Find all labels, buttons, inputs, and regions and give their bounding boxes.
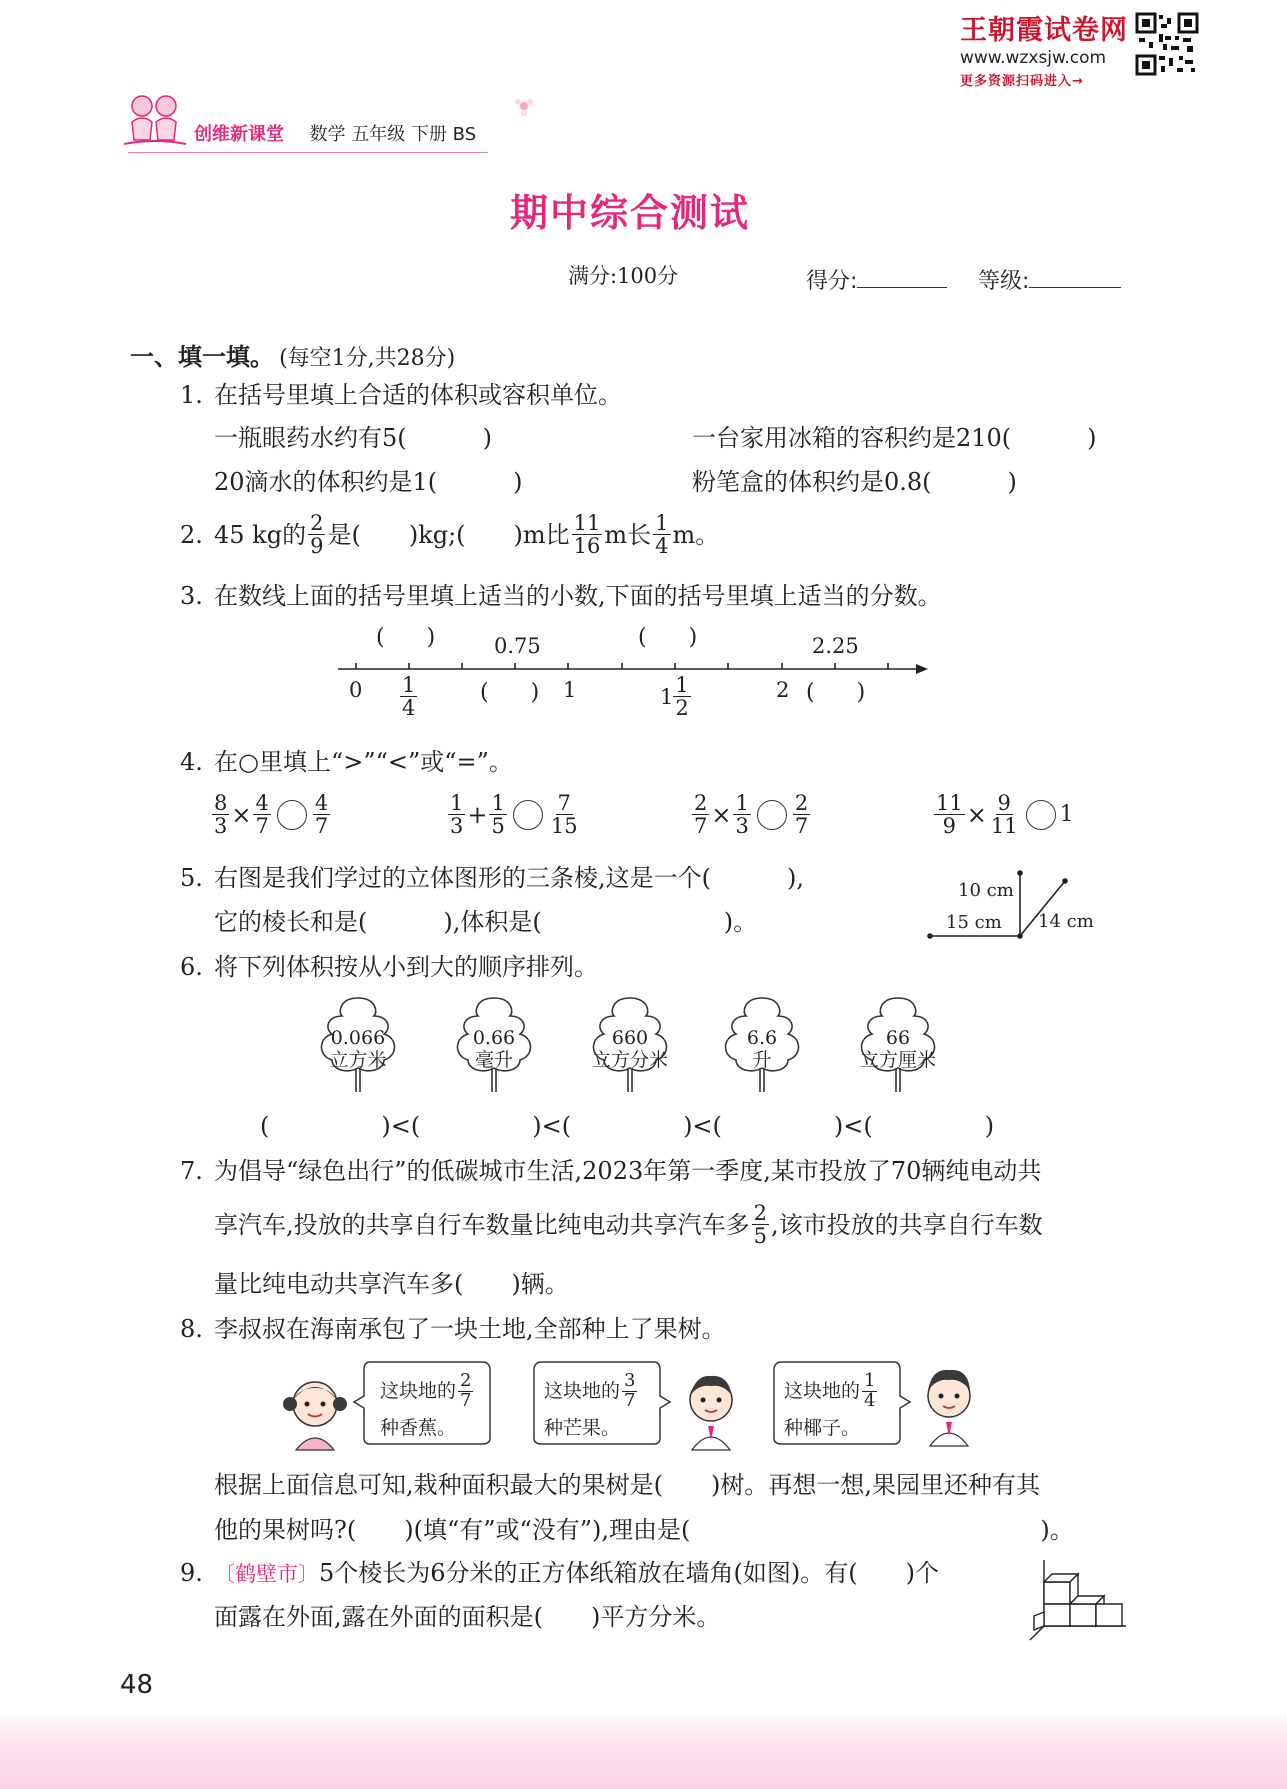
q2-text-2: 是( [327,520,361,549]
q9-num: 9. [180,1559,203,1587]
q6-text: 将下列体积按从小到大的顺序排列。 [214,953,598,981]
q9-line-2[interactable]: 面露在外面,露在外面的面积是( )平方分米。 [214,1603,721,1631]
score-label: 得分: [806,269,858,294]
full-score: 满分:100分 [568,264,679,288]
q2-fraction-2: $\frac{11}{16}$ [573,511,601,559]
q9-region-tag: 〔鹤壁市〕 [214,1562,319,1586]
series-volume: 下册 [410,124,447,145]
q2-num: 2. [180,520,203,549]
q4-expr-3[interactable]: $\frac{2}{7}$ × $\frac{1}{3}$ $\frac{2}{7}$ [694,791,809,839]
tree-card [714,994,810,1094]
series-subject: 数学 [309,124,346,145]
q8-num: 8. [180,1315,203,1343]
q3-num: 3. [180,582,203,610]
tree-unit: 升 [752,1048,772,1071]
edge-label-10: 10 cm [958,880,1014,901]
tree-value: 0.066 [330,1027,386,1049]
edge-label-14: 14 cm [1038,911,1094,932]
q1-text: 在括号里填上合适的体积或容积单位。 [214,381,622,409]
q1-item-a[interactable] [214,426,492,450]
brand-scan-hint: 更多资源扫码进入→ [960,74,1084,89]
q2-text-4: )m比 [513,520,570,549]
nl-bottom-frac-1-4: $\frac{1}{4}$ [402,673,416,721]
nl-bottom-label-1: 1 [563,678,577,702]
q8-answer-line-1[interactable]: 根据上面信息可知,栽种面积最大的果树是( )树。再想一想,果园里还种有其 [214,1471,1040,1499]
cuboid-edges-figure [920,866,1100,946]
nl-bottom-label-2: 2 [776,678,790,702]
q4-prompt [180,750,513,774]
q5-line-2[interactable]: 它的棱长和是( ),体积是( )。 [214,908,758,936]
q9-line-1[interactable]: 9. 〔鹤壁市〕5个棱长为6分米的正方体纸箱放在墙角(如图)。有( )个 [180,1559,940,1587]
grade-label: 等级: [978,269,1030,294]
nl-top-label-2: 2.25 [812,634,859,658]
q4-text: 在○里填上“>”“<”或“=”。 [214,748,513,776]
q1-item-a-text: 一瓶眼药水约有5( [214,424,407,452]
tree-unit: 立方厘米 [859,1048,936,1071]
q2-fraction-1: $\frac{2}{9}$ [310,511,324,559]
q3-text: 在数线上面的括号里填上适当的小数,下面的括号里填上适当的分数。 [214,582,942,610]
q2-fraction-3: $\frac{1}{4}$ [655,511,669,559]
q1-item-c[interactable] [214,470,523,494]
section1-note: (每空1分,共28分) [279,346,456,371]
brand-name: 王朝霞试卷网 [960,15,1128,46]
header-divider [128,152,488,153]
q7-fraction: $\frac{2}{5}$ [753,1201,768,1249]
q2-text-3: )kg;( [408,520,466,549]
q1-close-paren: ) [482,424,493,452]
boy-avatar [676,1366,746,1452]
tree-unit: 毫升 [474,1048,513,1071]
girl-avatar [278,1370,352,1452]
q8-answer-line-2[interactable]: 他的果树吗?( )(填“有”或“没有”),理由是( )。 [214,1516,1074,1544]
edge-label-15: 15 cm [946,912,1002,933]
section1-title: 一、填一填。 [130,343,274,371]
tree-unit: 立方分米 [591,1048,668,1071]
compare-circle[interactable] [1026,800,1056,830]
q4-expr-2[interactable]: $\frac{1}{3}$ + $\frac{1}{5}$ $\frac{7}{15}$ [450,791,578,839]
q1-num: 1. [180,381,203,409]
q1-item-b[interactable] [692,426,1097,450]
q4-expr-4[interactable]: $\frac{11}{9}$ × $\frac{9}{11}$ 1 [936,791,1074,839]
qr-code-icon[interactable] [1135,12,1199,76]
q1-item-c-text: 20滴水的体积约是1( [214,468,438,496]
q8-text: 李叔叔在海南承包了一块土地,全部种上了果树。 [214,1315,726,1343]
brand-url[interactable]: www.wzxsjw.com [960,48,1107,68]
q7-num: 7. [180,1157,203,1185]
q7-line-1: 7. 为倡导“绿色出行”的低碳城市生活,2023年第一季度,某市投放了70辆纯电动共 [180,1157,1042,1185]
header-flower-icon [512,94,536,118]
compare-circle[interactable] [757,800,787,830]
q2-text-5: m长 [604,520,652,549]
q1-item-b-text: 一台家用冰箱的容积约是210( [692,424,1012,452]
q1-prompt [180,383,622,407]
q7-line-2: 享汽车,投放的共享自行车数量比纯电动共享汽车多 $\frac{2}{5}$ ,该市投放的共享自行车数 [214,1201,1043,1249]
footer-band [0,1712,1287,1789]
speech-bubble-mango: 这块地的 $\frac{3}{7}$ 种芒果。 [530,1356,672,1448]
tree-card [850,994,946,1094]
q1-close-paren: ) [1007,468,1017,496]
series-name: 创维新课堂 [194,124,284,145]
tree-value: 66 [885,1027,911,1049]
tree-card [446,994,542,1094]
page-number: 48 [120,1670,154,1700]
stacked-boxes-figure [1026,1556,1130,1642]
q3-prompt [180,584,942,608]
nl-top-blank-1[interactable]: ( ) [376,625,436,650]
q4-num: 4. [180,748,203,776]
series-edition: BS [452,124,477,145]
speech-bubble-coconut: 这块地的 $\frac{1}{4}$ 种椰子。 [770,1356,912,1448]
q5-line-1[interactable]: 5. 右图是我们学过的立体图形的三条棱,这是一个( ), [180,864,804,892]
speech-bubble-banana: 这块地的 $\frac{2}{7}$ 种香蕉。 [352,1356,494,1448]
q2-text-6: m。 [672,520,720,549]
tree-value: 0.66 [472,1027,516,1049]
q2-text-1: 45 kg的 [214,520,307,549]
boy-avatar-2 [914,1362,984,1448]
q2-line[interactable] [180,512,719,557]
nl-top-blank-2[interactable]: ( ) [638,625,698,650]
series-mascot-icon [120,92,190,152]
compare-circle[interactable] [513,800,543,830]
nl-bottom-blank-2[interactable]: ( ) [806,680,866,705]
nl-bottom-blank-1[interactable]: ( ) [480,680,540,705]
nl-bottom-label-0: 0 [349,678,363,702]
number-line [330,622,930,732]
tree-value: 660 [611,1027,649,1049]
nl-top-label-1: 0.75 [494,634,541,658]
q1-item-d-text: 粉笔盒的体积约是0.8( [692,468,932,496]
q6-num: 6. [180,953,203,981]
q6-order-line[interactable]: ( )<( )<( )<( )<( ) [260,1112,995,1140]
page-title: 期中综合测试 [509,191,750,235]
tree-unit: 立方米 [329,1048,387,1071]
tree-card [582,994,678,1094]
series-grade: 五年级 [351,124,406,145]
q5-num: 5. [180,864,203,892]
series-line [194,120,476,146]
q1-close-paren: ) [1087,424,1097,452]
q1-item-d[interactable] [692,470,1017,494]
brand-logo [960,8,1132,89]
compare-circle[interactable] [277,800,307,830]
q7-line-3[interactable]: 量比纯电动共享汽车多( )辆。 [214,1270,569,1298]
nl-bottom-mixed: 1 $\frac{1}{2}$ [660,673,689,721]
q1-close-paren: ) [513,468,523,496]
grade-field[interactable] [978,264,1121,295]
score-field[interactable] [806,264,947,295]
q8-prompt [180,1317,726,1341]
tree-card [310,994,406,1094]
q4-expr-1[interactable]: $\frac{8}{3}$ × $\frac{4}{7}$ $\frac{4}{7}$ [214,791,329,839]
section1-heading [130,337,455,372]
tree-value: 6.6 [746,1027,778,1049]
q6-prompt [180,955,598,979]
